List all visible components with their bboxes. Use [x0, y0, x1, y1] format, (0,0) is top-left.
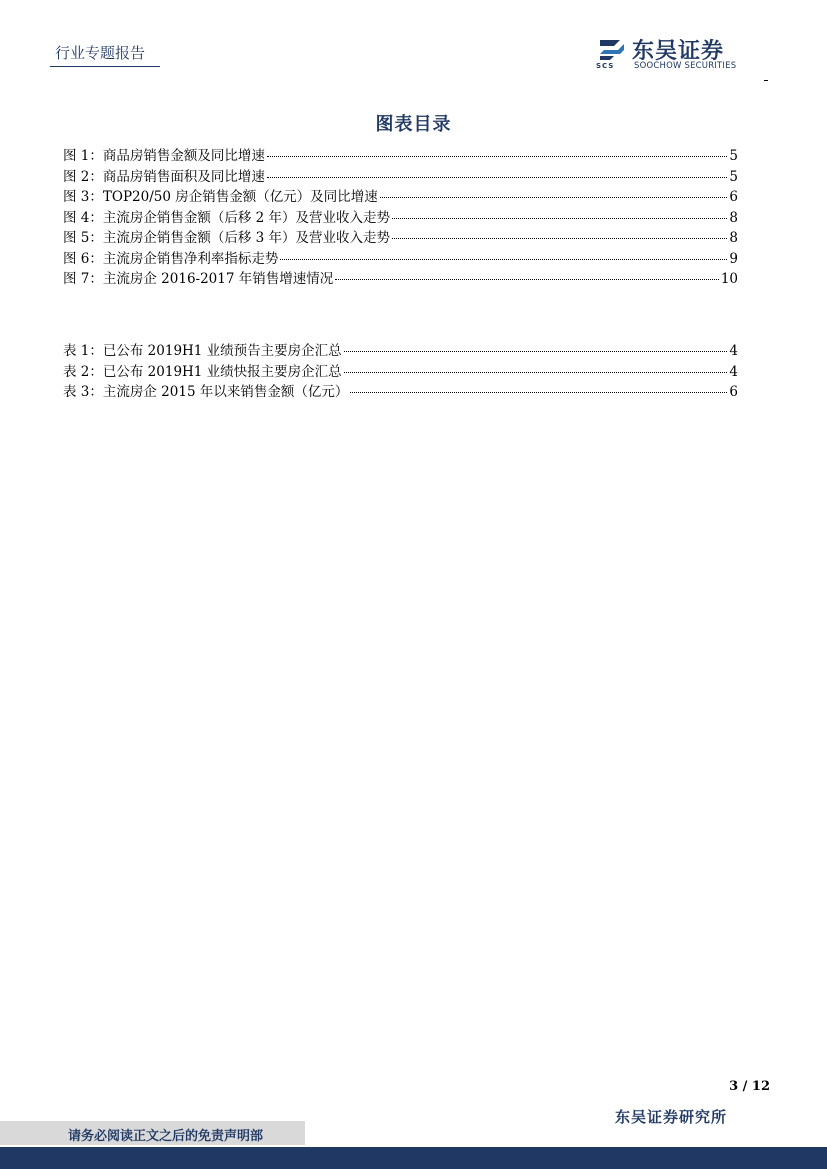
toc-entry-page: 6: [729, 384, 738, 400]
page-number: 3 / 12: [729, 1079, 770, 1094]
toc-entry[interactable]: [63, 380, 738, 401]
toc-entry-page: 8: [729, 230, 738, 246]
toc-entry-page: 5: [729, 148, 738, 164]
dot-leader: [344, 371, 728, 373]
dot-leader: [344, 350, 728, 352]
table-list: [63, 339, 738, 401]
dot-leader: [335, 278, 719, 280]
dot-leader: [267, 176, 728, 178]
footer-band: [0, 1147, 827, 1169]
toc-entry[interactable]: [63, 267, 738, 288]
dot-leader: [267, 155, 728, 157]
toc-entry-label: 表 3：主流房企 2015 年以来销售金额（亿元）: [63, 384, 349, 400]
toc-entry[interactable]: [63, 360, 738, 381]
header-dash: [764, 80, 768, 81]
toc-entry[interactable]: [63, 226, 738, 247]
toc-entry[interactable]: [63, 206, 738, 227]
figure-list: [63, 144, 738, 288]
toc-entry-label: 图 3：TOP20/50 房企销售金额（亿元）及同比增速: [63, 189, 378, 205]
logo-text-en: SOOCHOW SECURITIES: [634, 61, 737, 71]
toc-entry-label: 图 2：商品房销售面积及同比增速: [63, 168, 265, 185]
toc-entry-label: 图 4：主流房企销售金额（后移 2 年）及营业收入走势: [63, 209, 391, 226]
logo-abbr: SCS: [596, 62, 615, 70]
toc-entry[interactable]: [63, 339, 738, 360]
toc-entry-label: 图 5：主流房企销售金额（后移 3 年）及营业收入走势: [63, 230, 391, 246]
page-title: 图表目录: [375, 114, 452, 135]
footer-disclaimer: 请务必阅读正文之后的免责声明部: [68, 1129, 264, 1144]
toc-entry-page: 5: [729, 168, 738, 185]
dot-leader: [280, 258, 727, 260]
toc-entry-label: 图 1：商品房销售金额及同比增速: [63, 148, 265, 164]
dot-leader: [380, 196, 728, 198]
dot-leader: [392, 237, 727, 239]
toc-entry-page: 9: [729, 250, 738, 267]
toc-entry-page: 8: [729, 209, 738, 226]
toc-entry-label: 表 2：已公布 2019H1 业绩快报主要房企汇总: [63, 363, 342, 380]
header-rule: [50, 66, 160, 67]
toc-entry-label: 图 6：主流房企销售净利率指标走势: [63, 250, 279, 267]
toc-entry-page: 4: [729, 343, 738, 359]
toc-entry[interactable]: [63, 185, 738, 206]
toc-entry[interactable]: [63, 165, 738, 186]
toc-entry[interactable]: [63, 247, 738, 268]
logo-text-cn: 东吴证券: [632, 39, 725, 64]
toc-entry-label: 图 7：主流房企 2016-2017 年销售增速情况: [63, 271, 334, 287]
dot-leader: [350, 391, 727, 393]
toc-entry-page: 10: [720, 271, 738, 287]
toc-entry-label: 表 1：已公布 2019H1 业绩预告主要房企汇总: [63, 343, 342, 359]
toc-entry-page: 6: [729, 189, 738, 205]
report-category: 行业专题报告: [55, 44, 146, 62]
footer-organization: 东吴证券研究所: [614, 1108, 727, 1126]
dot-leader: [392, 217, 727, 219]
company-logo: [596, 36, 766, 76]
toc-entry[interactable]: [63, 144, 738, 165]
toc-entry-page: 4: [729, 363, 738, 380]
